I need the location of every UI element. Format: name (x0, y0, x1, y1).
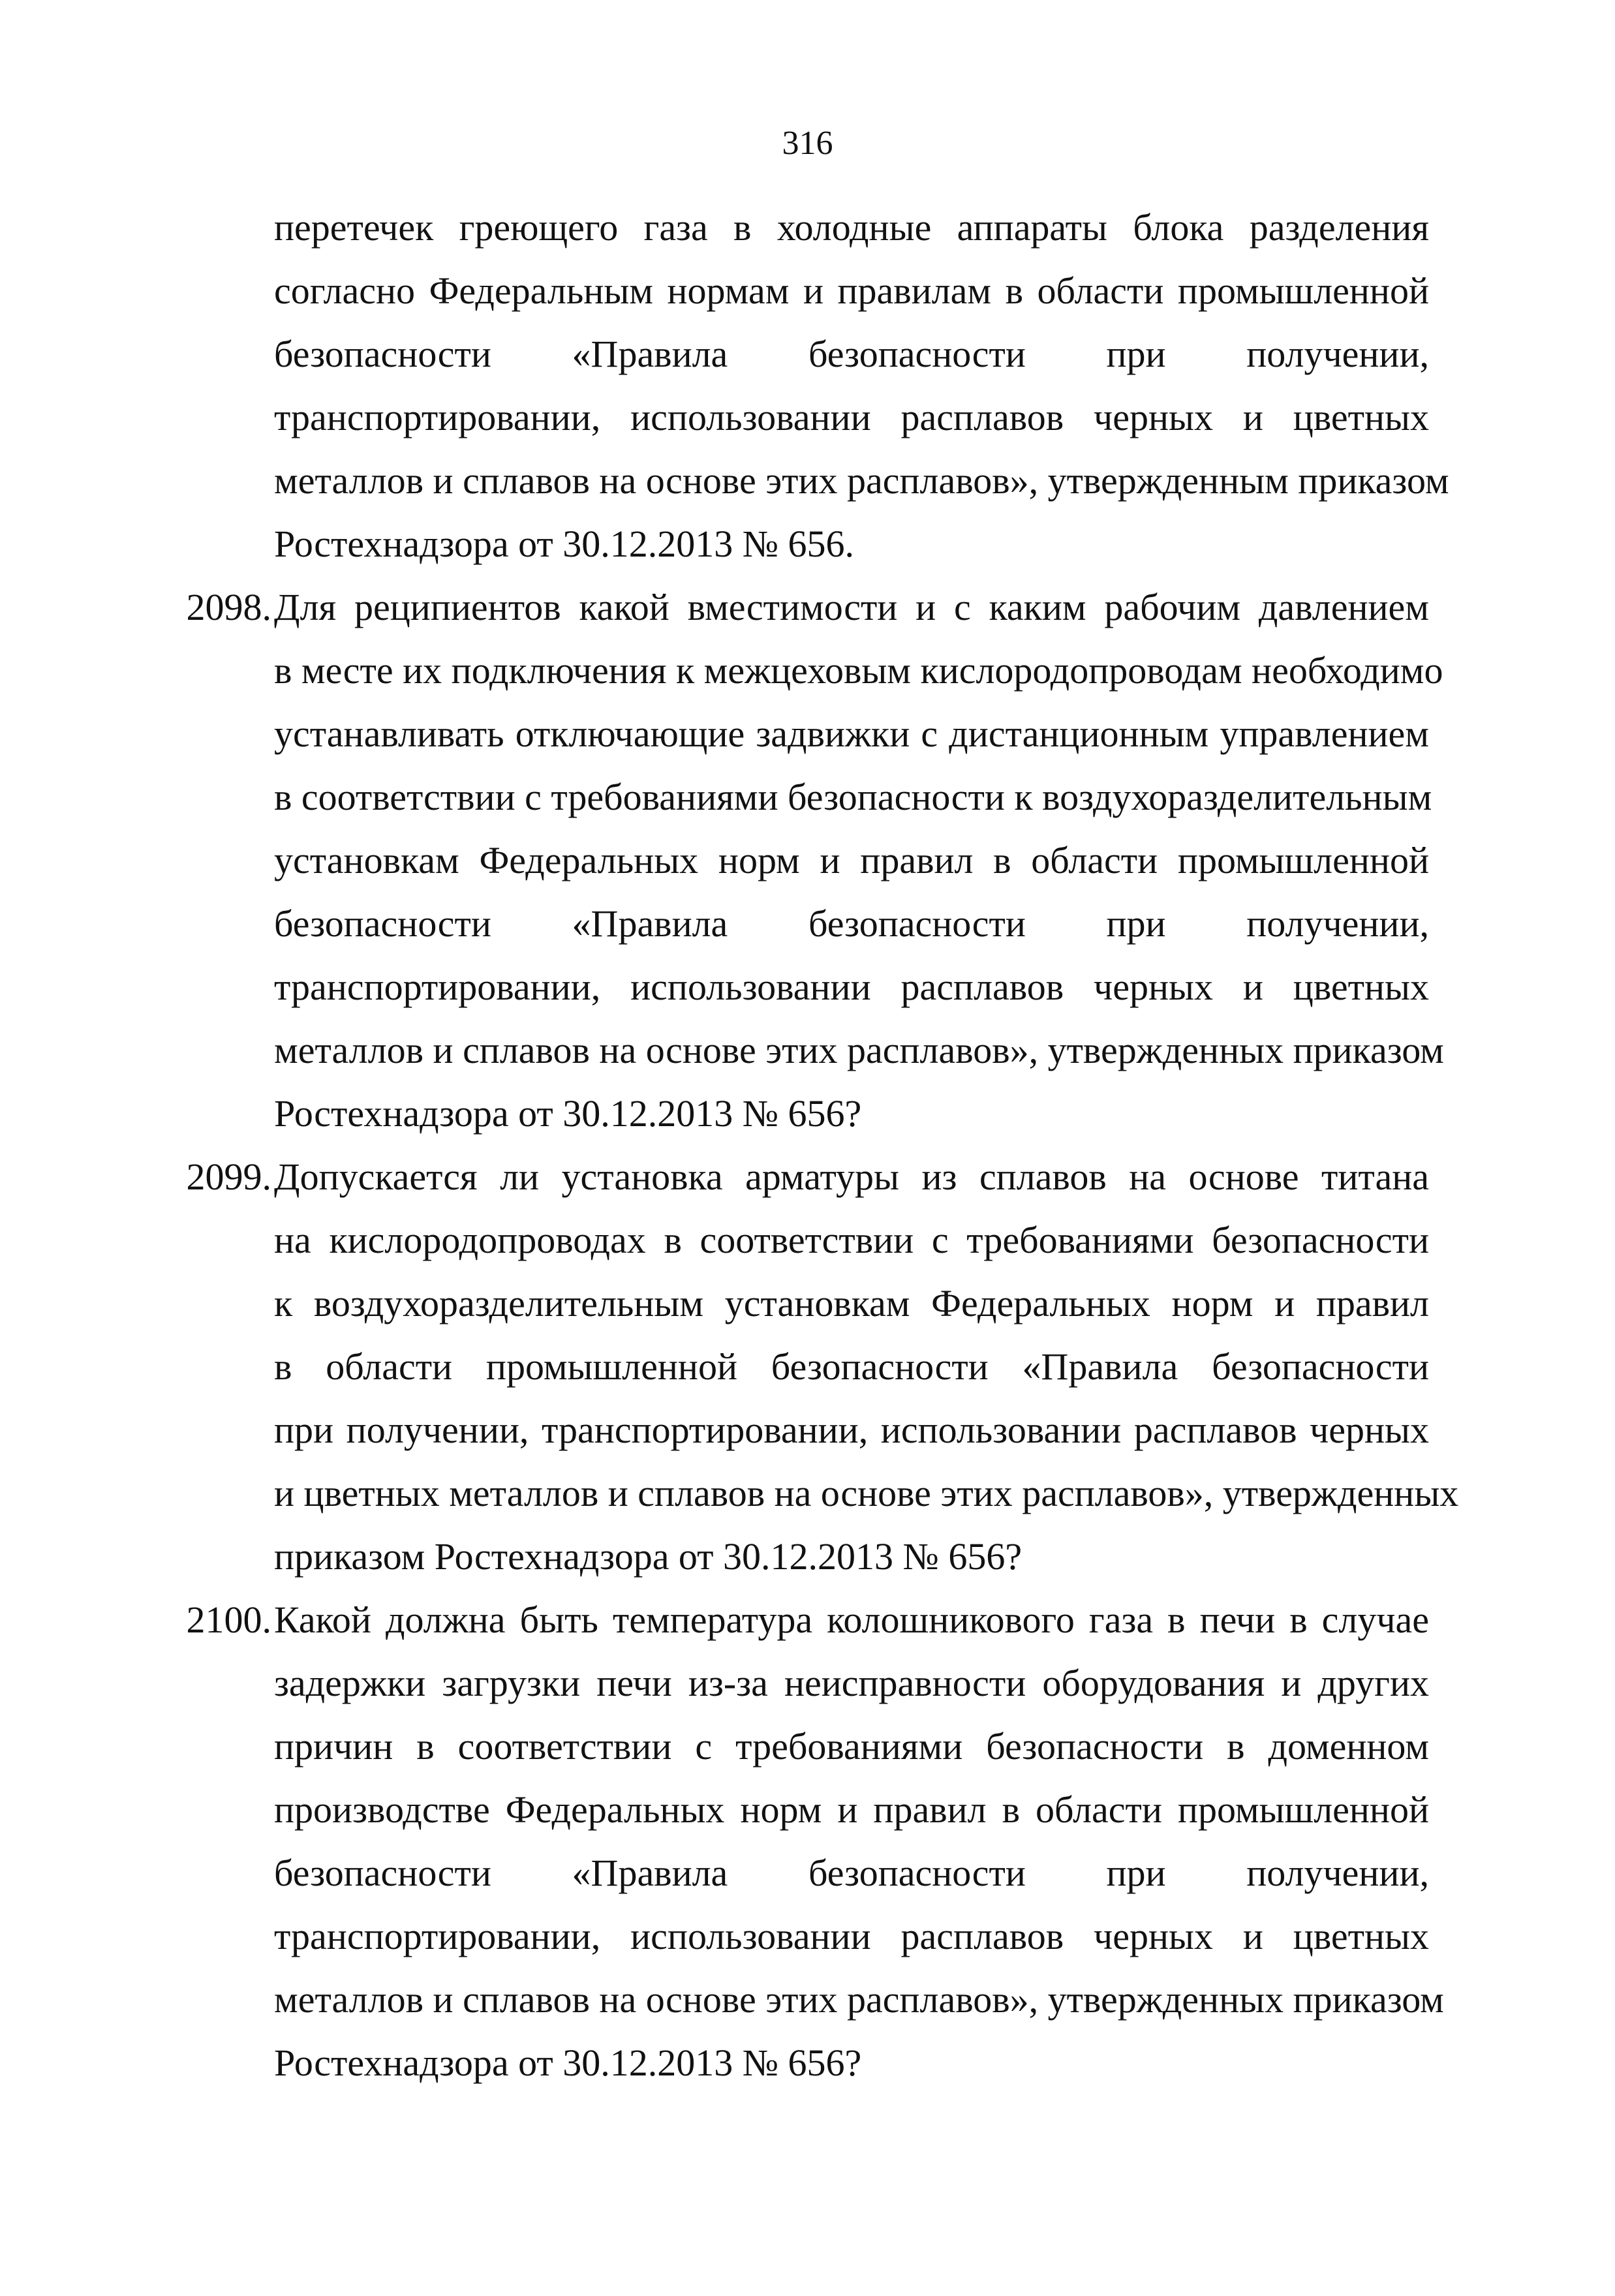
text-line: приказом Ростехнадзора от 30.12.2013 № 656? (274, 1535, 1023, 1578)
text-line: в месте их подключения к межцеховым кислородопроводам необходимо (274, 649, 1443, 692)
text-line: безопасности «Правила безопасности при получении, (274, 902, 1429, 945)
text-line: устанавливать отключающие задвижки с дистанционным управлением (274, 712, 1429, 755)
text-line: Ростехнадзора от 30.12.2013 № 656? (274, 2042, 862, 2084)
page-content (186, 196, 1459, 2094)
text-line: в соответствии с требованиями безопасности к воздухоразделительным (274, 776, 1432, 818)
text-line: безопасности «Правила безопасности при получении, (274, 333, 1429, 375)
text-line: транспортировании, использовании расплавов черных и цветных (274, 396, 1429, 438)
text-line: к воздухоразделительным установкам Федеральных норм и правил (274, 1282, 1429, 1324)
text-line: задержки загрузки печи из-за неисправности оборудования и других (274, 1662, 1429, 1704)
text-line: транспортировании, использовании расплавов черных и цветных (274, 1915, 1429, 1957)
text-line: при получении, транспортировании, использовании расплавов черных (274, 1409, 1429, 1451)
text-line: производстве Федеральных норм и правил в области промышленной (274, 1788, 1429, 1831)
continuation-paragraph (274, 196, 1449, 575)
question-item-2098 (186, 575, 1444, 1145)
text-line: металлов и сплавов на основе этих расплавов», утвержденных приказом (274, 1978, 1444, 2021)
text-line: Ростехнадзора от 30.12.2013 № 656? (274, 1092, 862, 1135)
text-line: перетечек греющего газа в холодные аппараты блока разделения (274, 206, 1429, 249)
page-number: 316 (782, 125, 833, 162)
text-line: на кислородопроводах в соответствии с требованиями безопасности (274, 1219, 1429, 1261)
question-item-2099 (186, 1145, 1459, 1588)
text-line: транспортировании, использовании расплавов черных и цветных (274, 966, 1429, 1008)
text-line: установкам Федеральных норм и правил в области промышленной (274, 839, 1429, 881)
item-number: 2100. (186, 1599, 271, 1641)
text-line: в области промышленной безопасности «Правила безопасности (274, 1345, 1429, 1388)
text-line: металлов и сплавов на основе этих расплавов», утвержденным приказом (274, 459, 1449, 502)
text-line: Для реципиентов какой вместимости и с каким рабочим давлением (274, 586, 1429, 628)
text-line: безопасности «Правила безопасности при получении, (274, 1852, 1429, 1894)
text-line: Ростехнадзора от 30.12.2013 № 656. (274, 523, 855, 565)
text-line: Какой должна быть температура колошникового газа в печи в случае (274, 1599, 1429, 1641)
text-line: Допускается ли установка арматуры из сплавов на основе титана (274, 1156, 1429, 1198)
text-line: и цветных металлов и сплавов на основе этих расплавов», утвержденных (274, 1472, 1459, 1514)
text-line: причин в соответствии с требованиями безопасности в доменном (274, 1725, 1429, 1768)
text-line: согласно Федеральным нормам и правилам в области промышленной (274, 269, 1429, 312)
item-number: 2099. (186, 1156, 271, 1198)
question-item-2100 (186, 1588, 1444, 2094)
text-line: металлов и сплавов на основе этих расплавов», утвержденных приказом (274, 1029, 1444, 1071)
item-number: 2098. (186, 586, 271, 628)
